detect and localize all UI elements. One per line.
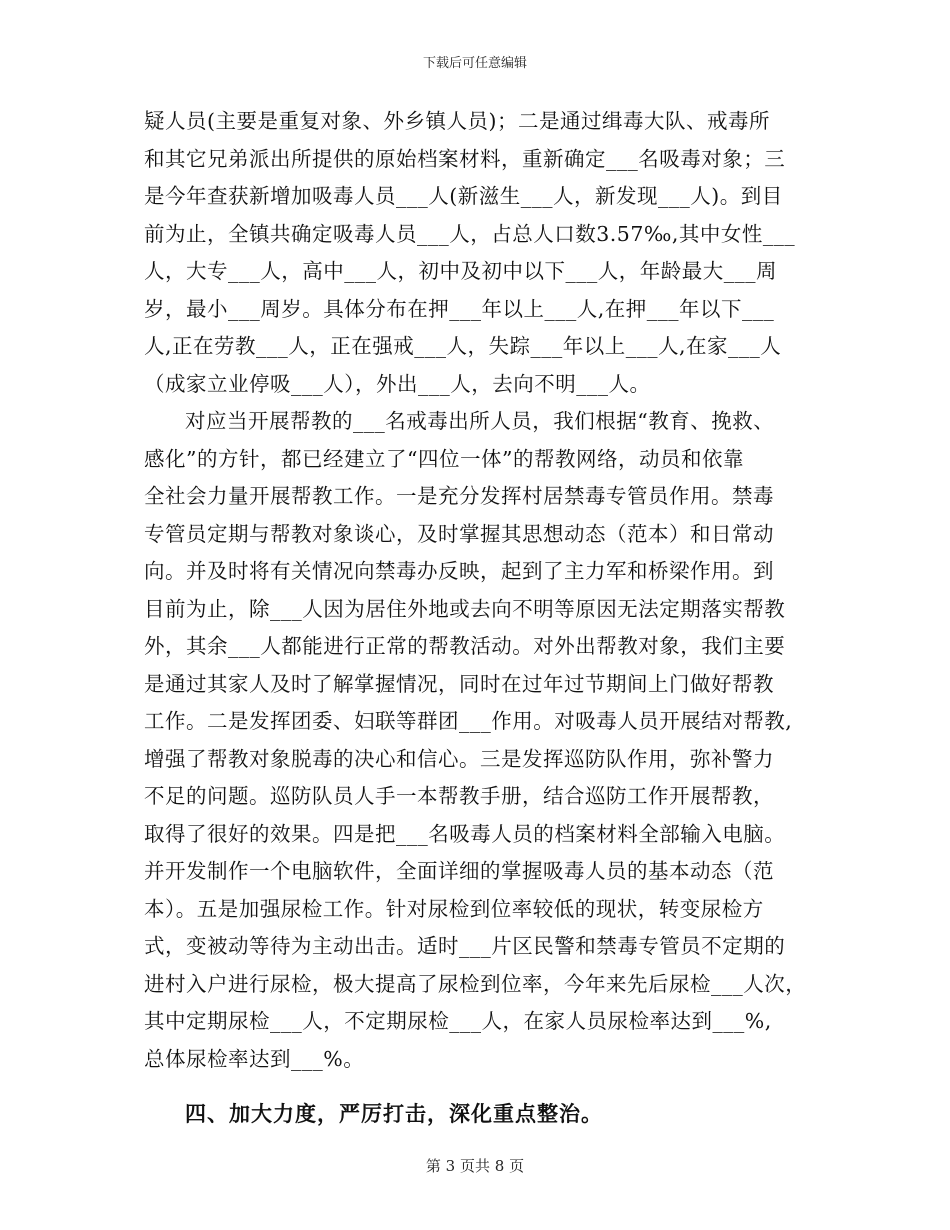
text-line: 前为止，全镇共确定吸毒人员___人，占总人口数3.57‰,其中女性___ (144, 221, 796, 246)
text-line: 人，大专___人，高中___人，初中及初中以下___人，年龄最大___周 (144, 259, 777, 283)
text-line: 总体尿检率达到___%。 (144, 1046, 365, 1071)
text-line: 专管员定期与帮教对象谈心，及时掌握其思想动态（范本）和日常动 (144, 521, 774, 546)
text-line: 疑人员(主要是重复对象、外乡镇人员)；二是通过缉毒大队、戒毒所 (144, 109, 770, 133)
text-line: 人,正在劳教___人，正在强戒___人，失踪___年以上___人,在家___人 (144, 334, 782, 358)
paragraph-start-line: 对应当开展帮教的___名戒毒出所人员，我们根据“教育、挽救、 (185, 409, 775, 433)
text-line: 外，其余___人都能进行正常的帮教活动。对外出帮教对象，我们主要 (144, 634, 786, 658)
text-line: 取得了很好的效果。四是把___名吸毒人员的档案材料全部输入电脑。 (144, 821, 786, 846)
text-line: 是今年查获新增加吸毒人员___人(新滋生___人，新发现___人)。到目 (144, 184, 783, 208)
text-line: 不足的问题。巡防队员人手一本帮教手册，结合巡防工作开展帮教， (144, 784, 774, 808)
text-line: 并开发制作一个电脑软件，全面详细的掌握吸毒人员的基本动态（范 (144, 859, 774, 883)
text-line: 工作。二是发挥团委、妇联等群团___作用。对吸毒人员开展结对帮教, (144, 709, 793, 733)
text-line: 感化”的方针，都已经建立了“四位一体”的帮教网络，动员和依靠 (144, 446, 744, 471)
page-header: 下载后可任意编辑 (422, 56, 527, 71)
text-line: 全社会力量开展帮教工作。一是充分发挥村居禁毒专管员作用。禁毒 (144, 484, 774, 508)
text-line: 式，变被动等待为主动出击。适时___片区民警和禁毒专管员不定期的 (144, 934, 786, 958)
page-footer: 第 3 页共 8 页 (425, 1157, 525, 1175)
text-line: 本）。五是加强尿检工作。针对尿检到位率较低的现状，转变尿检方 (144, 896, 764, 921)
text-line: 是通过其家人及时了解掌握情况，同时在过年过节期间上门做好帮教 (144, 671, 774, 696)
text-line: 和其它兄弟派出所提供的原始档案材料，重新确定___名吸毒对象；三 (144, 146, 786, 171)
text-line: 向。并及时将有关情况向禁毒办反映，起到了主力军和桥梁作用。到 (144, 559, 774, 583)
body-text (144, 103, 824, 1078)
text-line: （成家立业停吸___人），外出___人，去向不明___人。 (144, 371, 651, 396)
text-line: 进村入户进行尿检，极大提高了尿检到位率，今年来先后尿检___人次， (144, 971, 807, 996)
text-line: 岁，最小___周岁。具体分布在押___年以上___人,在押___年以下___ (144, 296, 775, 321)
text-line: 目前为止，除___人因为居住外地或去向不明等原因无法定期落实帮教 (144, 596, 786, 621)
section-heading: 四、加大力度，严厉打击，深化重点整治。 (185, 1102, 603, 1126)
text-line: 其中定期尿检___人，不定期尿检___人，在家人员尿检率达到___%, (144, 1009, 772, 1033)
text-line: 增强了帮教对象脱毒的决心和信心。三是发挥巡防队作用，弥补警力 (144, 746, 774, 771)
